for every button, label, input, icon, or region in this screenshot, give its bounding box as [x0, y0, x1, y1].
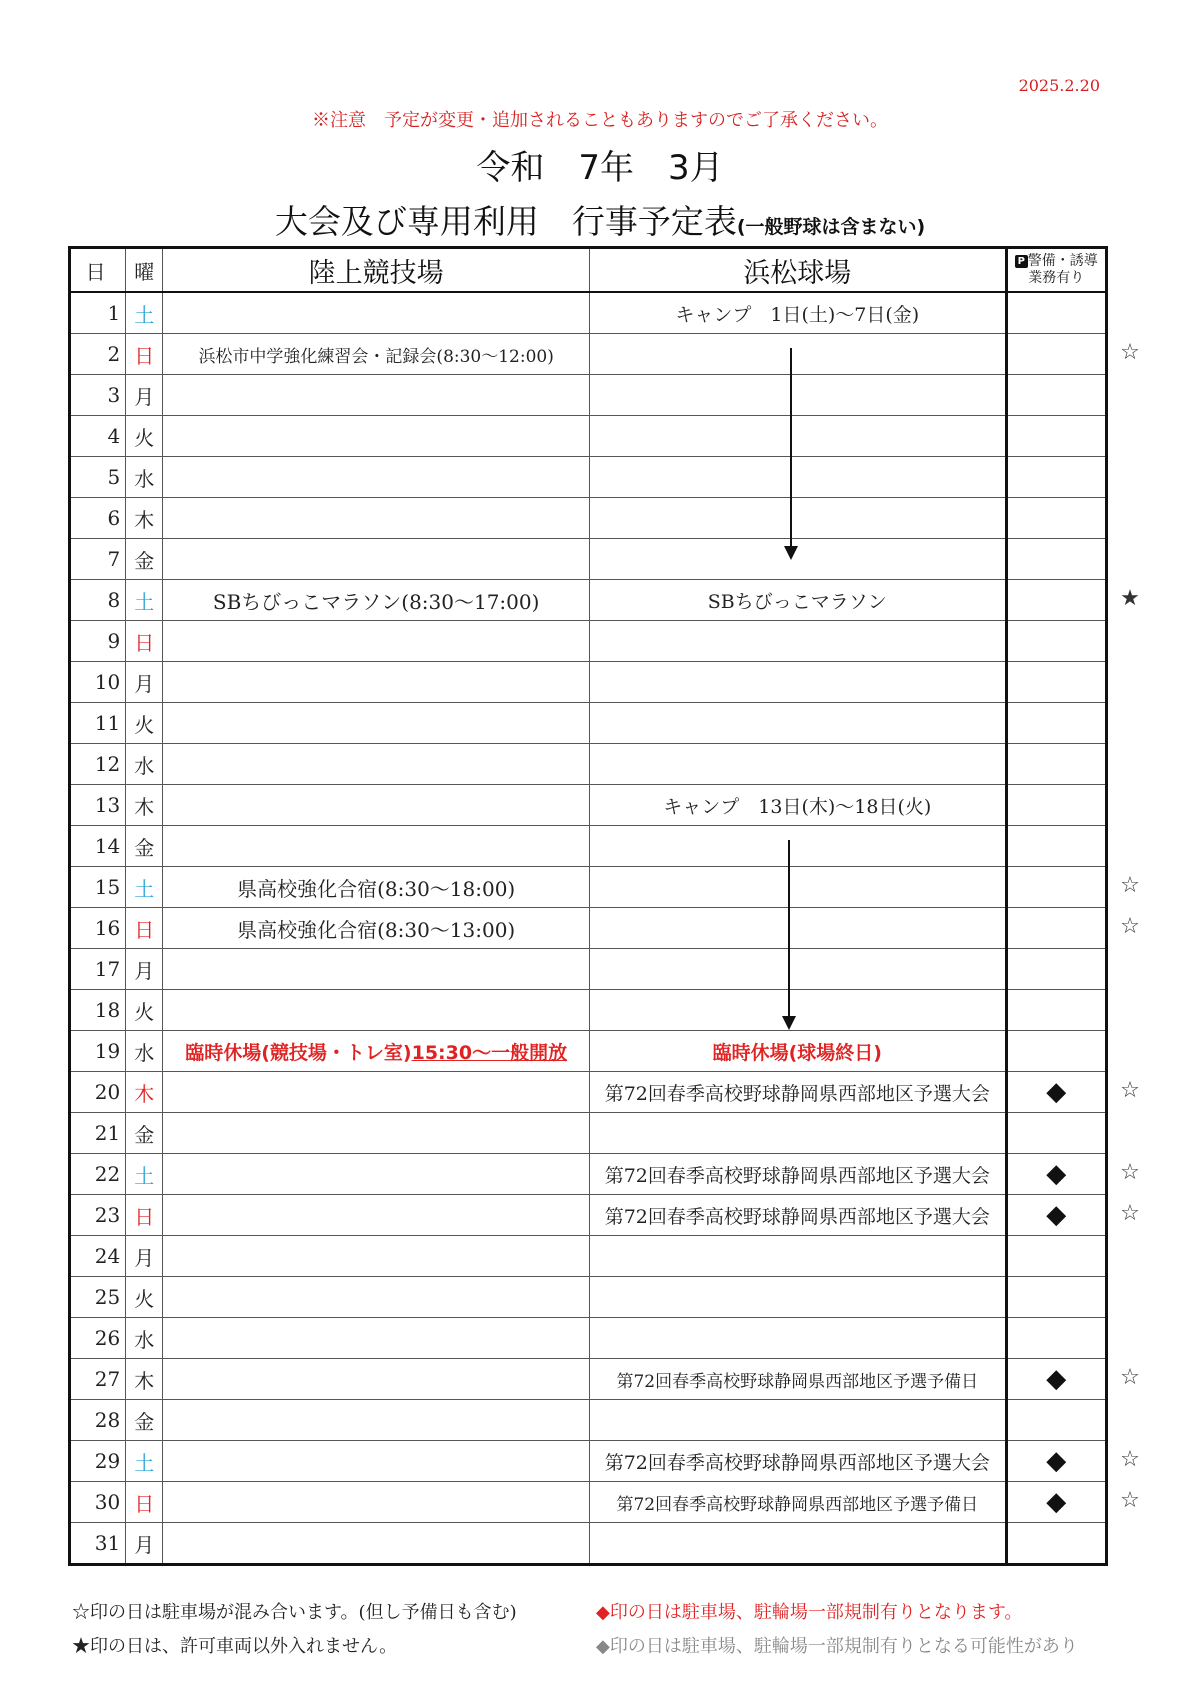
rikujo-cell: 県高校強化合宿(8:30～13:00)	[163, 908, 590, 949]
kyujo-cell	[589, 1236, 1006, 1277]
kyujo-cell	[589, 826, 1006, 867]
day-cell: 17	[70, 949, 126, 990]
kyujo-cell	[589, 334, 1006, 375]
day-cell: 16	[70, 908, 126, 949]
day-cell: 12	[70, 744, 126, 785]
white-star-mark: ☆	[1120, 1365, 1140, 1390]
camp-arrow-2	[788, 840, 790, 1028]
day-cell: 3	[70, 375, 126, 416]
table-row	[70, 744, 1107, 785]
kyujo-cell	[589, 416, 1006, 457]
rikujo-cell	[163, 1195, 590, 1236]
day-cell: 13	[70, 785, 126, 826]
rikujo-cell	[163, 826, 590, 867]
parking-regulation-cell	[1006, 990, 1106, 1031]
rikujo-cell	[163, 375, 590, 416]
parking-regulation-cell	[1006, 334, 1106, 375]
kyujo-cell	[589, 990, 1006, 1031]
day-cell: 10	[70, 662, 126, 703]
kyujo-cell	[589, 662, 1006, 703]
title-sub: (一般野球は含まない)	[736, 216, 926, 238]
weekday-cell: 日	[126, 621, 163, 662]
parking-regulation-cell	[1006, 1236, 1106, 1277]
closure-rikujo-text: 臨時休場(競技場・トレ室)	[185, 1041, 412, 1064]
day-cell: 6	[70, 498, 126, 539]
weekday-cell: 火	[126, 1277, 163, 1318]
weekday-cell: 月	[126, 662, 163, 703]
weekday-cell: 月	[126, 375, 163, 416]
table-row	[70, 867, 1107, 908]
weekday-cell: 月	[126, 1236, 163, 1277]
parking-regulation-cell: ◆	[1006, 1195, 1106, 1236]
parking-regulation-cell: ◆	[1006, 1482, 1106, 1523]
day-cell: 20	[70, 1072, 126, 1113]
weekday-cell: 水	[126, 457, 163, 498]
closure-kyujo-text: 臨時休場(球場終日)	[712, 1041, 882, 1064]
rikujo-cell	[163, 1318, 590, 1359]
weekday-cell: 金	[126, 1400, 163, 1441]
day-cell: 2	[70, 334, 126, 375]
day-cell: 30	[70, 1482, 126, 1523]
table-row	[70, 1359, 1107, 1400]
kyujo-cell	[589, 744, 1006, 785]
parking-regulation-cell	[1006, 1113, 1106, 1154]
table-row	[70, 457, 1107, 498]
kyujo-cell: キャンプ 1日(土)～7日(金)	[589, 292, 1006, 334]
kyujo-cell	[589, 867, 1006, 908]
parking-regulation-cell	[1006, 1400, 1106, 1441]
white-star-mark: ☆	[1120, 1488, 1140, 1513]
rikujo-cell	[163, 1482, 590, 1523]
day-cell: 5	[70, 457, 126, 498]
kyujo-cell: 第72回春季高校野球静岡県西部地区予選大会	[589, 1195, 1006, 1236]
weekday-cell: 火	[126, 416, 163, 457]
day-cell: 24	[70, 1236, 126, 1277]
table-row	[70, 334, 1107, 375]
weekday-cell: 金	[126, 1113, 163, 1154]
parking-regulation-cell: ◆	[1006, 1072, 1106, 1113]
rikujo-cell	[163, 1154, 590, 1195]
header-day: 日	[70, 248, 126, 293]
legend-black-star: ★印の日は、許可車両以外入れません。	[72, 1636, 398, 1657]
table-row	[70, 1031, 1107, 1072]
parking-regulation-cell	[1006, 539, 1106, 580]
weekday-cell: 日	[126, 334, 163, 375]
day-cell: 1	[70, 292, 126, 334]
kyujo-cell	[589, 498, 1006, 539]
legend-white-star: ☆印の日は駐車場が混み合います。(但し予備日も含む)	[72, 1602, 517, 1623]
day-cell: 26	[70, 1318, 126, 1359]
rikujo-cell	[163, 785, 590, 826]
table-row	[70, 1277, 1107, 1318]
table-row	[70, 375, 1107, 416]
parking-regulation-cell	[1006, 1031, 1106, 1072]
day-cell: 18	[70, 990, 126, 1031]
kyujo-cell: 第72回春季高校野球静岡県西部地区予選大会	[589, 1441, 1006, 1482]
rikujo-cell	[163, 1072, 590, 1113]
weekday-cell: 土	[126, 580, 163, 621]
kyujo-cell: 第72回春季高校野球静岡県西部地区予選大会	[589, 1072, 1006, 1113]
table-row	[70, 826, 1107, 867]
kyujo-cell	[589, 1113, 1006, 1154]
table-row	[70, 990, 1107, 1031]
weekday-cell: 日	[126, 1482, 163, 1523]
table-row	[70, 662, 1107, 703]
rikujo-cell: 浜松市中学強化練習会・記録会(8:30～12:00)	[163, 334, 590, 375]
table-row	[70, 580, 1107, 621]
parking-icon: P	[1015, 255, 1028, 268]
kyujo-cell	[589, 1031, 1006, 1072]
white-star-mark: ☆	[1120, 1201, 1140, 1226]
header-rikujo: 陸上競技場	[163, 248, 590, 293]
header-parking-line2: 業務有り	[1028, 270, 1085, 286]
weekday-cell: 木	[126, 1072, 163, 1113]
table-row	[70, 1113, 1107, 1154]
rikujo-cell	[163, 1277, 590, 1318]
weekday-cell: 水	[126, 1318, 163, 1359]
table-row	[70, 498, 1107, 539]
rikujo-cell	[163, 498, 590, 539]
day-cell: 4	[70, 416, 126, 457]
weekday-cell: 土	[126, 1441, 163, 1482]
black-star-mark: ★	[1120, 586, 1140, 611]
rikujo-cell	[163, 1236, 590, 1277]
parking-regulation-cell	[1006, 457, 1106, 498]
table-row	[70, 1482, 1107, 1523]
parking-regulation-cell	[1006, 949, 1106, 990]
day-cell: 31	[70, 1523, 126, 1565]
weekday-cell: 土	[126, 1154, 163, 1195]
weekday-cell: 火	[126, 703, 163, 744]
day-cell: 15	[70, 867, 126, 908]
white-star-mark: ☆	[1120, 1447, 1140, 1472]
table-row	[70, 785, 1107, 826]
rikujo-cell	[163, 662, 590, 703]
table-header-row	[70, 248, 1107, 293]
weekday-cell: 日	[126, 1195, 163, 1236]
rikujo-cell	[163, 703, 590, 744]
rikujo-cell	[163, 621, 590, 662]
table-row	[70, 1154, 1107, 1195]
rikujo-cell	[163, 457, 590, 498]
kyujo-cell	[589, 1523, 1006, 1565]
table-row	[70, 416, 1107, 457]
weekday-cell: 金	[126, 539, 163, 580]
rikujo-cell: SBちびっこマラソン(8:30～17:00)	[163, 580, 590, 621]
parking-regulation-cell	[1006, 1318, 1106, 1359]
legend-gray-diamond: ◆印の日は駐車場、駐輪場一部規制有りとなる可能性があり	[596, 1636, 1078, 1657]
weekday-cell: 水	[126, 744, 163, 785]
parking-regulation-cell	[1006, 621, 1106, 662]
white-star-mark: ☆	[1120, 873, 1140, 898]
rikujo-cell	[163, 1523, 590, 1565]
day-cell: 9	[70, 621, 126, 662]
day-cell: 7	[70, 539, 126, 580]
header-weekday: 曜	[126, 248, 163, 293]
weekday-cell: 木	[126, 498, 163, 539]
kyujo-cell	[589, 703, 1006, 744]
parking-regulation-cell	[1006, 662, 1106, 703]
table-row	[70, 703, 1107, 744]
day-cell: 14	[70, 826, 126, 867]
kyujo-cell: キャンプ 13日(木)～18日(火)	[589, 785, 1006, 826]
day-cell: 22	[70, 1154, 126, 1195]
rikujo-cell	[163, 1031, 590, 1072]
parking-regulation-cell	[1006, 826, 1106, 867]
white-star-mark: ☆	[1120, 914, 1140, 939]
rikujo-cell	[163, 949, 590, 990]
parking-regulation-cell: ◆	[1006, 1359, 1106, 1400]
page-title-month: 令和 7年 3月	[476, 148, 724, 188]
parking-regulation-cell	[1006, 785, 1106, 826]
day-cell: 11	[70, 703, 126, 744]
legend-black-diamond: ◆印の日は駐車場、駐輪場一部規制有りとなります。	[596, 1602, 1023, 1623]
parking-regulation-cell	[1006, 1523, 1106, 1565]
title-main: 大会及び専用利用 行事予定表	[274, 202, 737, 241]
parking-regulation-cell	[1006, 908, 1106, 949]
day-cell: 25	[70, 1277, 126, 1318]
table-row	[70, 1318, 1107, 1359]
white-star-mark: ☆	[1120, 1160, 1140, 1185]
rikujo-cell	[163, 1400, 590, 1441]
table-row	[70, 908, 1107, 949]
kyujo-cell: 第72回春季高校野球静岡県西部地区予選予備日	[589, 1359, 1006, 1400]
rikujo-cell	[163, 1359, 590, 1400]
table-row	[70, 621, 1107, 662]
kyujo-cell: SBちびっこマラソン	[589, 580, 1006, 621]
weekday-cell: 木	[126, 785, 163, 826]
kyujo-cell	[589, 949, 1006, 990]
day-cell: 21	[70, 1113, 126, 1154]
parking-regulation-cell: ◆	[1006, 1441, 1106, 1482]
kyujo-cell	[589, 1277, 1006, 1318]
rikujo-cell	[163, 416, 590, 457]
parking-regulation-cell	[1006, 416, 1106, 457]
day-cell: 27	[70, 1359, 126, 1400]
kyujo-cell: 第72回春季高校野球静岡県西部地区予選大会	[589, 1154, 1006, 1195]
header-parking	[1006, 248, 1106, 293]
parking-regulation-cell: ◆	[1006, 1154, 1106, 1195]
rikujo-cell	[163, 292, 590, 334]
weekday-cell: 金	[126, 826, 163, 867]
day-cell: 8	[70, 580, 126, 621]
rikujo-cell: 県高校強化合宿(8:30～18:00)	[163, 867, 590, 908]
rikujo-cell	[163, 539, 590, 580]
rikujo-cell	[163, 990, 590, 1031]
camp-arrow-1	[790, 348, 792, 558]
rikujo-cell	[163, 1441, 590, 1482]
table-row	[70, 1195, 1107, 1236]
weekday-cell: 月	[126, 1523, 163, 1565]
weekday-cell: 土	[126, 292, 163, 334]
white-star-mark: ☆	[1120, 1078, 1140, 1103]
weekday-cell: 土	[126, 867, 163, 908]
weekday-cell: 月	[126, 949, 163, 990]
kyujo-cell	[589, 908, 1006, 949]
kyujo-cell	[589, 1400, 1006, 1441]
rikujo-cell	[163, 1113, 590, 1154]
table-row	[70, 1441, 1107, 1482]
parking-regulation-cell	[1006, 580, 1106, 621]
table-row	[70, 1400, 1107, 1441]
parking-regulation-cell	[1006, 703, 1106, 744]
day-cell: 23	[70, 1195, 126, 1236]
kyujo-cell	[589, 375, 1006, 416]
weekday-cell: 日	[126, 908, 163, 949]
table-row	[70, 1236, 1107, 1277]
header-kyujo: 浜松球場	[589, 248, 1006, 293]
parking-regulation-cell	[1006, 498, 1106, 539]
weekday-cell: 木	[126, 1359, 163, 1400]
parking-regulation-cell	[1006, 867, 1106, 908]
notice-text: ※注意 予定が変更・追加されることもありますのでご了承ください。	[312, 110, 888, 131]
table-row	[70, 949, 1107, 990]
kyujo-cell	[589, 621, 1006, 662]
kyujo-cell: 第72回春季高校野球静岡県西部地区予選予備日	[589, 1482, 1006, 1523]
issue-date: 2025.2.20	[1018, 76, 1100, 95]
closure-rikujo-open-text: 15:30～一般開放	[411, 1041, 568, 1064]
table-row	[70, 1072, 1107, 1113]
parking-regulation-cell	[1006, 292, 1106, 334]
weekday-cell: 水	[126, 1031, 163, 1072]
kyujo-cell	[589, 457, 1006, 498]
day-cell: 28	[70, 1400, 126, 1441]
header-parking-line1: 警備・誘導	[1027, 253, 1098, 269]
table-row	[70, 292, 1107, 334]
parking-regulation-cell	[1006, 744, 1106, 785]
weekday-cell: 火	[126, 990, 163, 1031]
day-cell: 19	[70, 1031, 126, 1072]
day-cell: 29	[70, 1441, 126, 1482]
rikujo-cell	[163, 744, 590, 785]
table-row	[70, 539, 1107, 580]
table-row	[70, 1523, 1107, 1565]
kyujo-cell	[589, 1318, 1006, 1359]
white-star-mark: ☆	[1120, 340, 1140, 365]
page-title-schedule	[0, 196, 1200, 243]
parking-regulation-cell	[1006, 375, 1106, 416]
parking-regulation-cell	[1006, 1277, 1106, 1318]
schedule-table	[68, 246, 1108, 1566]
